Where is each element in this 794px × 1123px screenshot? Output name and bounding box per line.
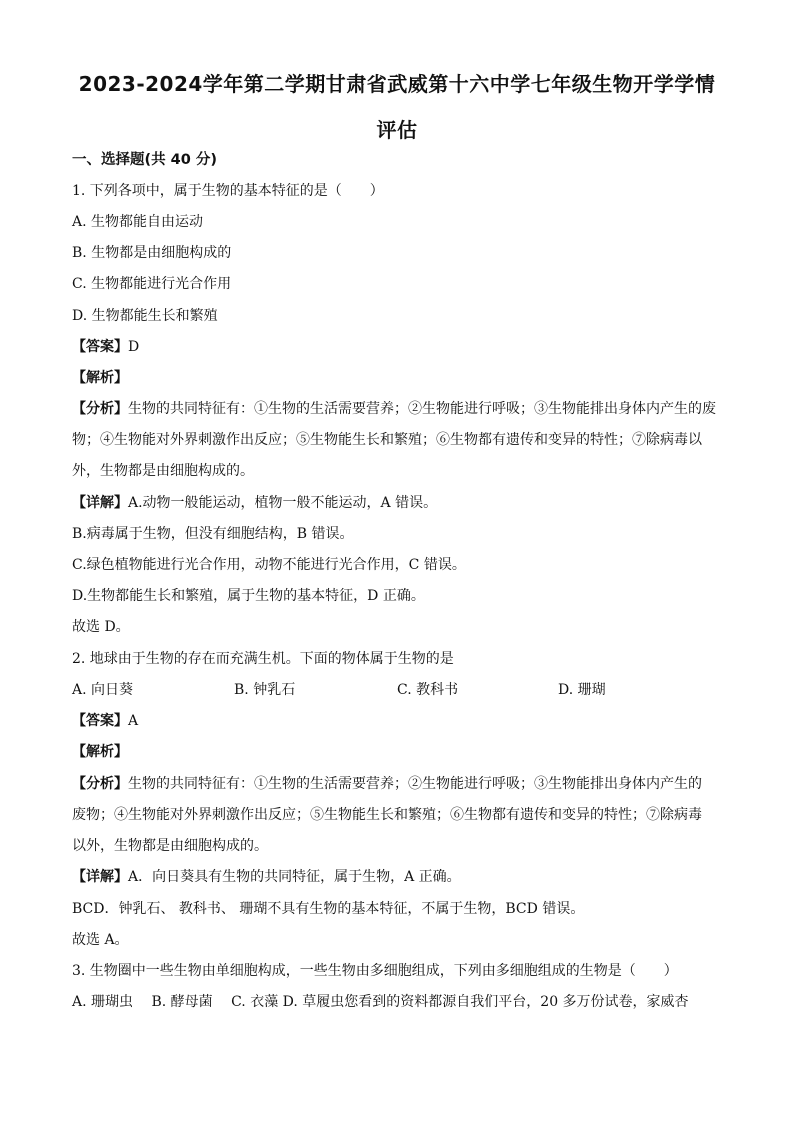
- answer-value: A: [128, 713, 139, 729]
- question-1-analysis-tag: 【解析】: [72, 370, 128, 386]
- answer-tag: 【答案】: [72, 713, 128, 729]
- question-1-answer: [72, 337, 727, 357]
- question-3-stem: 3. 生物圈中一些生物由单细胞构成，一些生物由多细胞组成，下列由多细胞组成的生物是（ ）: [72, 963, 678, 979]
- document-title-continued: 评估: [376, 118, 418, 142]
- question-2-conclusion: 故选 A。: [72, 932, 129, 948]
- document-title: 2023-2024学年第二学期甘肃省武威第十六中学七年级生物开学学情: [78, 72, 716, 96]
- question-1-fenxi-line-3: 外，生物都是由细胞构成的。: [72, 463, 254, 479]
- question-1-stem: 1. 下列各项中，属于生物的基本特征的是（ ）: [72, 183, 384, 199]
- question-2-xiangjie-line-1: [72, 867, 727, 887]
- fenxi-tag: 【分析】: [72, 776, 128, 792]
- question-1-xiangjie-line-3: C.绿色植物能进行光合作用，动物不能进行光合作用，C 错误。: [72, 557, 466, 573]
- question-1-xiangjie-line-1: [72, 493, 727, 513]
- xiangjie-text: A.动物一般能运动，植物一般不能运动，A 错误。: [128, 495, 438, 511]
- question-1-option-a: A. 生物都能自由运动: [72, 214, 204, 230]
- section-heading: 一、选择题(共 40 分): [72, 152, 218, 168]
- question-2-answer: [72, 711, 727, 731]
- question-2-fenxi-line-3: 以外，生物都是由细胞构成的。: [72, 838, 268, 854]
- xiangjie-tag: 【详解】: [72, 869, 128, 885]
- question-1-conclusion: 故选 D。: [72, 619, 130, 635]
- question-2-xiangjie-line-2: BCD．钟乳石、 教科书、 珊瑚不具有生物的基本特征，不属于生物，BCD 错误。: [72, 901, 585, 917]
- question-2-option-c: C. 教科书: [397, 682, 459, 698]
- question-1-option-c: C. 生物都能进行光合作用: [72, 276, 232, 292]
- question-2-option-b: B. 钟乳石: [234, 682, 296, 698]
- question-1-xiangjie-line-4: D.生物都能生长和繁殖，属于生物的基本特征，D 正确。: [72, 588, 425, 604]
- question-2-fenxi-line-2: 废物；④生物能对外界刺激作出反应；⑤生物能生长和繁殖；⑥生物都有遗传和变异的特性；⑦除病毒: [72, 807, 702, 823]
- fenxi-text: 生物的共同特征有：①生物的生活需要营养；②生物能进行呼吸；③生物能排出身体内产生的: [128, 776, 702, 792]
- xiangjie-tag: 【详解】: [72, 495, 128, 511]
- xiangjie-text: A．向日葵具有生物的共同特征，属于生物，A 正确。: [128, 869, 461, 885]
- question-1-option-b: B. 生物都是由细胞构成的: [72, 245, 232, 261]
- answer-value: D: [128, 339, 140, 355]
- question-1-fenxi-line-2: 物；④生物能对外界刺激作出反应；⑤生物能生长和繁殖；⑥生物都有遗传和变异的特性；⑦除病毒以: [72, 432, 702, 448]
- question-2-analysis-tag: 【解析】: [72, 744, 128, 760]
- question-3-options: A. 珊瑚虫 B. 酵母菌 C. 衣藻 D. 草履虫您看到的资料都源自我们平台，20 多万份试卷，家威杏: [72, 994, 689, 1010]
- question-2-fenxi-line-1: [72, 774, 727, 794]
- question-2-stem: 2. 地球由于生物的存在而充满生机。下面的物体属于生物的是: [72, 651, 454, 667]
- question-1-xiangjie-line-2: B.病毒属于生物，但没有细胞结构，B 错误。: [72, 526, 354, 542]
- question-2-option-a: A. 向日葵: [72, 682, 134, 698]
- fenxi-text: 生物的共同特征有：①生物的生活需要营养；②生物能进行呼吸；③生物能排出身体内产生的废: [128, 401, 716, 417]
- question-1-fenxi-line-1: [72, 399, 727, 419]
- answer-tag: 【答案】: [72, 339, 128, 355]
- question-2-option-d: D. 珊瑚: [558, 682, 606, 698]
- question-1-option-d: D. 生物都能生长和繁殖: [72, 308, 218, 324]
- fenxi-tag: 【分析】: [72, 401, 128, 417]
